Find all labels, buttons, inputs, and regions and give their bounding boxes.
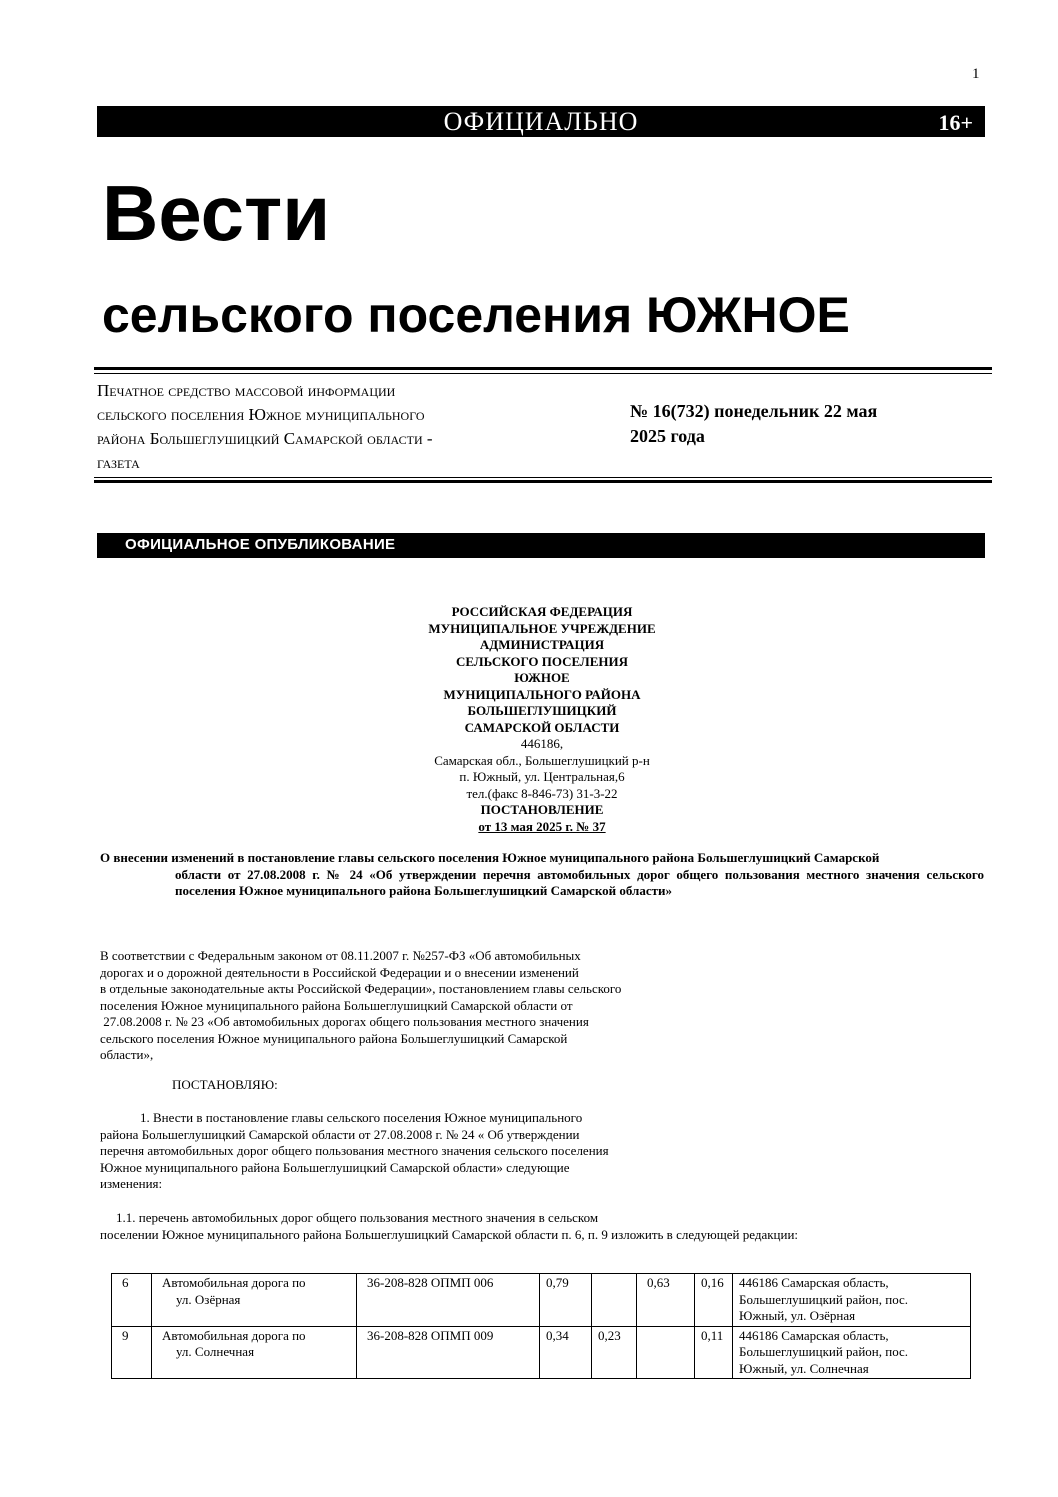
publisher-line: района Большеглушицкий Самарской области - — [97, 429, 433, 448]
divider — [94, 373, 992, 374]
roads-table — [111, 1273, 971, 1379]
publisher-line: сельского поселения Южное муниципального — [97, 405, 425, 424]
table-cell: 36-208-828 ОПМП 009 — [357, 1326, 540, 1379]
table-cell: 0,11 — [695, 1326, 733, 1379]
header-line: БОЛЬШЕГЛУШИЦКИЙ — [467, 703, 617, 718]
address-line: п. Южный, ул. Центральная,6 — [459, 769, 625, 784]
document-date-number: от 13 мая 2025 г. № 37 — [478, 818, 606, 834]
publisher-info — [97, 379, 572, 475]
table-cell — [637, 1326, 695, 1379]
divider — [94, 477, 992, 478]
table-cell: 0,23 — [592, 1326, 637, 1379]
table-cell — [152, 1326, 357, 1379]
header-line: ЮЖНОЕ — [514, 670, 570, 685]
header-line: МУНИЦИПАЛЬНОГО РАЙОНА — [443, 686, 641, 702]
decree-word: ПОСТАНОВЛЯЮ: — [172, 1077, 278, 1092]
table-cell: 0,79 — [540, 1274, 592, 1327]
text-line: В соответствии с Федеральным законом от 08.11.2007 г. №257-ФЗ «Об автомобильных — [100, 948, 581, 963]
table-cell — [152, 1274, 357, 1327]
text-line: в отдельные законодательные акты Российской Федерации», постановлением главы сельского — [100, 981, 622, 996]
text-line: Южное муниципального района Большеглушицкий Самарской области» следующие — [100, 1159, 570, 1175]
issue-line: № 16(732) понедельник 22 мая — [630, 401, 878, 421]
table-cell: 6 — [112, 1274, 152, 1327]
official-banner — [97, 106, 985, 137]
text-line: поселения Южное муниципального района Большеглушицкий Самарской области от — [100, 997, 573, 1013]
paragraph-item-1 — [100, 1110, 680, 1193]
address-line: 446186 Самарская область, — [739, 1275, 889, 1290]
address-line: Южный, ул. Озёрная — [739, 1308, 856, 1323]
document-type: ПОСТАНОВЛЕНИЕ — [480, 802, 604, 817]
newspaper-subtitle: сельского поселения ЮЖНОЕ — [102, 287, 850, 343]
paragraph-preamble — [100, 948, 700, 1064]
divider — [94, 480, 992, 483]
address-line: 446186, — [520, 736, 564, 751]
issue-info — [630, 399, 960, 449]
road-street: ул. Солнечная — [176, 1344, 255, 1359]
address-line: тел.(факс 8-846-73) 31-3-22 — [466, 785, 618, 801]
table-cell — [733, 1274, 971, 1327]
section-bar — [97, 533, 985, 558]
address-line: Большеглушицкий район, пос. — [739, 1291, 909, 1307]
text-line: сельского поселения Южное муниципального района Большеглушицкий Самарской — [100, 1030, 568, 1046]
subject-line: О внесении изменений в постановление главы сельского поселения Южное муниципального района Большеглушицкий Самарской — [100, 850, 880, 865]
address-line: Самарская обл., Большеглушицкий р-н — [434, 752, 650, 768]
table-cell — [592, 1274, 637, 1327]
road-street: ул. Озёрная — [176, 1291, 241, 1307]
header-line: РОССИЙСКАЯ ФЕДЕРАЦИЯ — [451, 604, 633, 619]
table-cell: 0,16 — [695, 1274, 733, 1327]
table-cell: 36-208-828 ОПМП 006 — [357, 1274, 540, 1327]
divider — [94, 367, 992, 370]
publisher-line: газета — [97, 453, 140, 472]
text-line: перечня автомобильных дорог общего пользования местного значения сельского поселения — [100, 1143, 609, 1158]
table-cell: 0,63 — [637, 1274, 695, 1327]
address-line: 446186 Самарская область, — [739, 1327, 889, 1343]
publisher-line: Печатное средство массовой информации — [97, 381, 396, 400]
road-name: Автомобильная дорога по — [162, 1327, 306, 1343]
page-number: 1 — [972, 66, 980, 82]
text-line: области», — [100, 1047, 154, 1062]
text-line: изменения: — [100, 1176, 163, 1191]
text-line: 1.1. перечень автомобильных дорог общего пользования местного значения в сельском — [116, 1210, 599, 1225]
header-line: СЕЛЬСКОГО ПОСЕЛЕНИЯ — [456, 653, 628, 669]
table-cell: 9 — [112, 1326, 152, 1379]
text-line: поселении Южное муниципального района Большеглушицкий Самарской области п. 6, п. 9 изложить в следующей редакции: — [100, 1226, 799, 1242]
age-rating: 16+ — [938, 110, 973, 135]
address-line: Южный, ул. Солнечная — [739, 1360, 869, 1376]
table-row — [112, 1274, 971, 1327]
header-line: АДМИНИСТРАЦИЯ — [479, 637, 605, 652]
text-line: 1. Внести в постановление главы сельского поселения Южное муниципального — [140, 1110, 583, 1125]
header-line: МУНИЦИПАЛЬНОЕ УЧРЕЖДЕНИЕ — [428, 620, 656, 636]
table-cell: 0,34 — [540, 1326, 592, 1379]
text-line: дорогах и о дорожной деятельности в Российской Федерации и о внесении изменений — [100, 964, 579, 980]
address-line: Большеглушицкий район, пос. — [739, 1344, 909, 1359]
document-header — [300, 604, 784, 835]
road-name: Автомобильная дорога по — [162, 1275, 306, 1290]
table-row — [112, 1326, 971, 1379]
text-line: 27.08.2008 г. № 23 «Об автомобильных дорогах общего пользования местного значения — [100, 1014, 589, 1029]
table-cell — [733, 1326, 971, 1379]
header-line: САМАРСКОЙ ОБЛАСТИ — [464, 719, 620, 735]
paragraph-item-1-1 — [100, 1210, 900, 1243]
banner-title: ОФИЦИАЛЬНО — [443, 107, 639, 136]
text-line: района Большеглушицкий Самарской области от 27.08.2008 г. № 24 « Об утверждении — [100, 1126, 580, 1142]
newspaper-title: Вести — [102, 169, 331, 257]
section-title: ОФИЦИАЛЬНОЕ ОПУБЛИКОВАНИЕ — [125, 536, 396, 553]
document-subject — [100, 850, 984, 900]
subject-line: области от 27.08.2008 г. № 24 «Об утверждении перечня автомобильных дорог общего пользования местного значения сельского поселения Южное муниципального района Большеглушицкий Самарской области» — [175, 866, 984, 898]
issue-line: 2025 года — [630, 426, 705, 446]
